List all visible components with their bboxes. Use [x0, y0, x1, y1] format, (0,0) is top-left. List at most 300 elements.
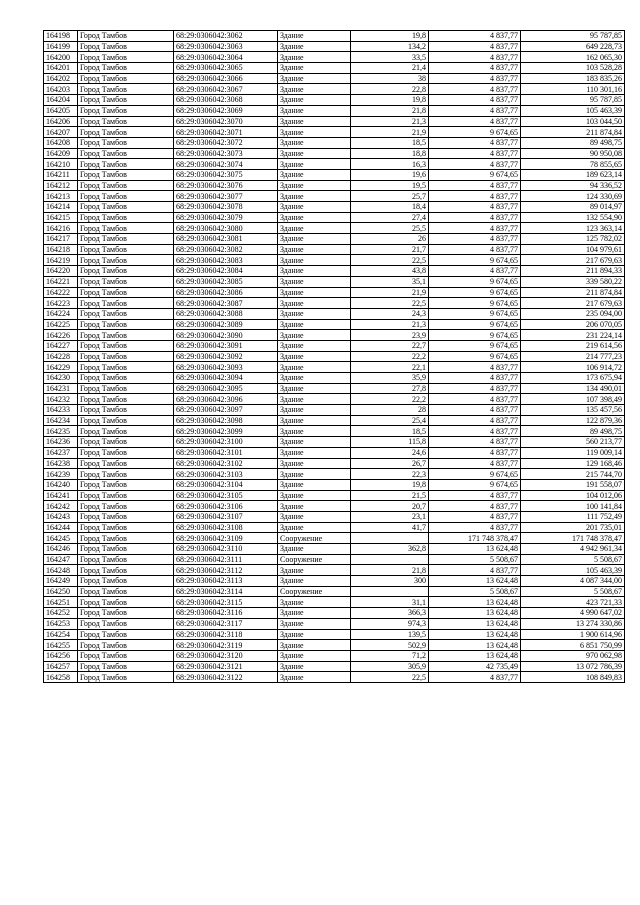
table-row: [44, 41, 625, 52]
table-row: [44, 405, 625, 416]
specific-value-cell: 4 837,77: [429, 84, 521, 95]
area-cell: 19,6: [351, 169, 429, 180]
cadastral-number-cell: 68:29:0306042:3072: [174, 137, 278, 148]
cadastral-number-cell: 68:29:0306042:3112: [174, 565, 278, 576]
table-row: [44, 415, 625, 426]
specific-value-cell: 13 624,48: [429, 608, 521, 619]
cadastral-value-cell: 171 748 378,47: [521, 533, 625, 544]
row-number-cell: 164217: [44, 234, 78, 245]
specific-value-cell: 4 837,77: [429, 116, 521, 127]
area-cell: 35,1: [351, 276, 429, 287]
object-type-cell: Здание: [278, 180, 351, 191]
area-cell: 18,4: [351, 202, 429, 213]
table-row: [44, 308, 625, 319]
object-type-cell: Здание: [278, 31, 351, 42]
row-number-cell: 164230: [44, 373, 78, 384]
cadastral-value-cell: 103 528,28: [521, 63, 625, 74]
cadastral-number-cell: 68:29:0306042:3076: [174, 180, 278, 191]
cadastral-number-cell: 68:29:0306042:3065: [174, 63, 278, 74]
object-type-cell: Здание: [278, 330, 351, 341]
specific-value-cell: 4 837,77: [429, 490, 521, 501]
cadastral-number-cell: 68:29:0306042:3087: [174, 298, 278, 309]
table-row: [44, 202, 625, 213]
cadastral-value-cell: 108 849,83: [521, 672, 625, 683]
cadastral-value-cell: 1 900 614,96: [521, 629, 625, 640]
row-number-cell: 164201: [44, 63, 78, 74]
specific-value-cell: 4 837,77: [429, 437, 521, 448]
cadastral-value-cell: 95 787,85: [521, 95, 625, 106]
cadastral-value-cell: 122 879,36: [521, 415, 625, 426]
locality-cell: Город Тамбов: [78, 608, 174, 619]
area-cell: 27,4: [351, 212, 429, 223]
table-row: [44, 586, 625, 597]
cadastral-value-cell: 105 463,39: [521, 565, 625, 576]
row-number-cell: 164252: [44, 608, 78, 619]
area-cell: 139,5: [351, 629, 429, 640]
locality-cell: Город Тамбов: [78, 576, 174, 587]
object-type-cell: Здание: [278, 511, 351, 522]
object-type-cell: Здание: [278, 608, 351, 619]
locality-cell: Город Тамбов: [78, 415, 174, 426]
specific-value-cell: 4 837,77: [429, 672, 521, 683]
table-row: [44, 276, 625, 287]
specific-value-cell: 13 624,48: [429, 650, 521, 661]
cadastral-value-cell: 4 942 961,34: [521, 544, 625, 555]
table-row: [44, 437, 625, 448]
row-number-cell: 164256: [44, 650, 78, 661]
object-type-cell: Здание: [278, 565, 351, 576]
area-cell: 22,3: [351, 469, 429, 480]
cadastral-value-cell: 104 979,61: [521, 244, 625, 255]
locality-cell: Город Тамбов: [78, 479, 174, 490]
specific-value-cell: 13 624,48: [429, 640, 521, 651]
locality-cell: Город Тамбов: [78, 544, 174, 555]
object-type-cell: Здание: [278, 629, 351, 640]
table-row: [44, 490, 625, 501]
cadastral-value-cell: 95 787,85: [521, 31, 625, 42]
specific-value-cell: 4 837,77: [429, 31, 521, 42]
cadastral-value-cell: 217 679,63: [521, 298, 625, 309]
row-number-cell: 164243: [44, 511, 78, 522]
cadastral-number-cell: 68:29:0306042:3080: [174, 223, 278, 234]
specific-value-cell: 4 837,77: [429, 405, 521, 416]
specific-value-cell: 4 837,77: [429, 447, 521, 458]
table-row: [44, 31, 625, 42]
row-number-cell: 164224: [44, 308, 78, 319]
cadastral-number-cell: 68:29:0306042:3117: [174, 618, 278, 629]
area-cell: 362,8: [351, 544, 429, 555]
locality-cell: Город Тамбов: [78, 234, 174, 245]
locality-cell: Город Тамбов: [78, 501, 174, 512]
area-cell: 300: [351, 576, 429, 587]
locality-cell: Город Тамбов: [78, 63, 174, 74]
row-number-cell: 164258: [44, 672, 78, 683]
specific-value-cell: 5 508,67: [429, 586, 521, 597]
specific-value-cell: 4 837,77: [429, 105, 521, 116]
cadastral-number-cell: 68:29:0306042:3078: [174, 202, 278, 213]
table-row: [44, 362, 625, 373]
object-type-cell: Здание: [278, 255, 351, 266]
table-row: [44, 522, 625, 533]
object-type-cell: Здание: [278, 148, 351, 159]
table-row: [44, 330, 625, 341]
table-row: [44, 287, 625, 298]
table-row: [44, 511, 625, 522]
area-cell: 366,3: [351, 608, 429, 619]
cadastral-number-cell: 68:29:0306042:3101: [174, 447, 278, 458]
table-row: [44, 137, 625, 148]
table-row: [44, 576, 625, 587]
cadastral-number-cell: 68:29:0306042:3073: [174, 148, 278, 159]
row-number-cell: 164220: [44, 266, 78, 277]
object-type-cell: Здание: [278, 672, 351, 683]
row-number-cell: 164221: [44, 276, 78, 287]
specific-value-cell: 4 837,77: [429, 266, 521, 277]
cadastral-value-cell: 6 851 750,99: [521, 640, 625, 651]
area-cell: 24,3: [351, 308, 429, 319]
object-type-cell: Сооружение: [278, 554, 351, 565]
cadastral-number-cell: 68:29:0306042:3067: [174, 84, 278, 95]
table-row: [44, 319, 625, 330]
locality-cell: Город Тамбов: [78, 661, 174, 672]
object-type-cell: Здание: [278, 234, 351, 245]
cadastral-value-cell: 94 336,52: [521, 180, 625, 191]
cadastral-value-cell: 217 679,63: [521, 255, 625, 266]
locality-cell: Город Тамбов: [78, 565, 174, 576]
row-number-cell: 164211: [44, 169, 78, 180]
object-type-cell: Здание: [278, 308, 351, 319]
locality-cell: Город Тамбов: [78, 629, 174, 640]
object-type-cell: Здание: [278, 212, 351, 223]
cadastral-value-cell: 100 141,84: [521, 501, 625, 512]
cadastral-number-cell: 68:29:0306042:3081: [174, 234, 278, 245]
row-number-cell: 164233: [44, 405, 78, 416]
cadastral-value-cell: 211 894,33: [521, 266, 625, 277]
specific-value-cell: 4 837,77: [429, 63, 521, 74]
object-type-cell: Здание: [278, 73, 351, 84]
object-type-cell: Здание: [278, 544, 351, 555]
object-type-cell: Здание: [278, 276, 351, 287]
table-row: [44, 426, 625, 437]
cadastral-number-cell: 68:29:0306042:3096: [174, 394, 278, 405]
locality-cell: Город Тамбов: [78, 287, 174, 298]
locality-cell: Город Тамбов: [78, 394, 174, 405]
area-cell: 41,7: [351, 522, 429, 533]
specific-value-cell: 9 674,65: [429, 287, 521, 298]
locality-cell: Город Тамбов: [78, 586, 174, 597]
row-number-cell: 164229: [44, 362, 78, 373]
cadastral-value-cell: 4 087 344,00: [521, 576, 625, 587]
cadastral-value-cell: 219 614,56: [521, 340, 625, 351]
cadastral-number-cell: 68:29:0306042:3104: [174, 479, 278, 490]
specific-value-cell: 4 837,77: [429, 159, 521, 170]
area-cell: 24,6: [351, 447, 429, 458]
row-number-cell: 164232: [44, 394, 78, 405]
cadastral-number-cell: 68:29:0306042:3070: [174, 116, 278, 127]
specific-value-cell: 4 837,77: [429, 52, 521, 63]
row-number-cell: 164210: [44, 159, 78, 170]
specific-value-cell: 13 624,48: [429, 597, 521, 608]
table-row: [44, 191, 625, 202]
cadastral-value-cell: 211 874,84: [521, 287, 625, 298]
cadastral-value-cell: 5 508,67: [521, 586, 625, 597]
area-cell: 502,9: [351, 640, 429, 651]
cadastral-value-table: [43, 30, 625, 683]
object-type-cell: Здание: [278, 640, 351, 651]
object-type-cell: Здание: [278, 266, 351, 277]
cadastral-value-cell: 189 623,14: [521, 169, 625, 180]
object-type-cell: Здание: [278, 362, 351, 373]
object-type-cell: Сооружение: [278, 586, 351, 597]
locality-cell: Город Тамбов: [78, 116, 174, 127]
row-number-cell: 164215: [44, 212, 78, 223]
area-cell: 115,8: [351, 437, 429, 448]
area-cell: 974,3: [351, 618, 429, 629]
area-cell: 71,2: [351, 650, 429, 661]
cadastral-value-cell: 106 914,72: [521, 362, 625, 373]
locality-cell: Город Тамбов: [78, 426, 174, 437]
row-number-cell: 164209: [44, 148, 78, 159]
table-row: [44, 533, 625, 544]
cadastral-value-cell: 235 094,00: [521, 308, 625, 319]
row-number-cell: 164240: [44, 479, 78, 490]
locality-cell: Город Тамбов: [78, 127, 174, 138]
specific-value-cell: 4 837,77: [429, 148, 521, 159]
cadastral-value-cell: 214 777,23: [521, 351, 625, 362]
area-cell: 16,3: [351, 159, 429, 170]
row-number-cell: 164239: [44, 469, 78, 480]
area-cell: 26: [351, 234, 429, 245]
area-cell: 21,8: [351, 565, 429, 576]
area-cell: [351, 586, 429, 597]
specific-value-cell: 13 624,48: [429, 629, 521, 640]
table-row: [44, 608, 625, 619]
locality-cell: Город Тамбов: [78, 137, 174, 148]
area-cell: 21,9: [351, 287, 429, 298]
locality-cell: Город Тамбов: [78, 52, 174, 63]
locality-cell: Город Тамбов: [78, 148, 174, 159]
locality-cell: Город Тамбов: [78, 223, 174, 234]
locality-cell: Город Тамбов: [78, 340, 174, 351]
table-row: [44, 447, 625, 458]
area-cell: 21,5: [351, 490, 429, 501]
area-cell: 38: [351, 73, 429, 84]
locality-cell: Город Тамбов: [78, 105, 174, 116]
locality-cell: Город Тамбов: [78, 650, 174, 661]
specific-value-cell: 4 837,77: [429, 41, 521, 52]
table-row: [44, 544, 625, 555]
specific-value-cell: 42 735,49: [429, 661, 521, 672]
row-number-cell: 164253: [44, 618, 78, 629]
object-type-cell: Здание: [278, 159, 351, 170]
table-row: [44, 298, 625, 309]
cadastral-number-cell: 68:29:0306042:3114: [174, 586, 278, 597]
cadastral-value-cell: 206 070,05: [521, 319, 625, 330]
object-type-cell: Здание: [278, 351, 351, 362]
specific-value-cell: 4 837,77: [429, 383, 521, 394]
specific-value-cell: 4 837,77: [429, 244, 521, 255]
locality-cell: Город Тамбов: [78, 41, 174, 52]
specific-value-cell: 9 674,65: [429, 330, 521, 341]
table-row: [44, 95, 625, 106]
locality-cell: Город Тамбов: [78, 351, 174, 362]
cadastral-value-cell: 339 580,22: [521, 276, 625, 287]
area-cell: 22,5: [351, 672, 429, 683]
table-row: [44, 618, 625, 629]
row-number-cell: 164208: [44, 137, 78, 148]
cadastral-number-cell: 68:29:0306042:3105: [174, 490, 278, 501]
cadastral-value-cell: 162 065,30: [521, 52, 625, 63]
locality-cell: Город Тамбов: [78, 672, 174, 683]
area-cell: 18,8: [351, 148, 429, 159]
specific-value-cell: 4 837,77: [429, 212, 521, 223]
object-type-cell: Здание: [278, 127, 351, 138]
specific-value-cell: 4 837,77: [429, 522, 521, 533]
specific-value-cell: 4 837,77: [429, 565, 521, 576]
area-cell: 21,9: [351, 127, 429, 138]
specific-value-cell: 4 837,77: [429, 426, 521, 437]
table-row: [44, 383, 625, 394]
area-cell: 25,5: [351, 223, 429, 234]
cadastral-number-cell: 68:29:0306042:3083: [174, 255, 278, 266]
specific-value-cell: 13 624,48: [429, 576, 521, 587]
specific-value-cell: 9 674,65: [429, 351, 521, 362]
cadastral-number-cell: 68:29:0306042:3091: [174, 340, 278, 351]
cadastral-number-cell: 68:29:0306042:3069: [174, 105, 278, 116]
cadastral-number-cell: 68:29:0306042:3111: [174, 554, 278, 565]
cadastral-value-cell: 111 752,49: [521, 511, 625, 522]
object-type-cell: Здание: [278, 191, 351, 202]
specific-value-cell: 4 837,77: [429, 458, 521, 469]
specific-value-cell: 4 837,77: [429, 180, 521, 191]
cadastral-value-cell: 89 498,75: [521, 137, 625, 148]
locality-cell: Город Тамбов: [78, 202, 174, 213]
table-row: [44, 212, 625, 223]
area-cell: 22,2: [351, 351, 429, 362]
cadastral-value-cell: 110 301,16: [521, 84, 625, 95]
cadastral-value-cell: 970 062,98: [521, 650, 625, 661]
row-number-cell: 164206: [44, 116, 78, 127]
cadastral-value-cell: 89 014,97: [521, 202, 625, 213]
specific-value-cell: 9 674,65: [429, 469, 521, 480]
object-type-cell: Здание: [278, 169, 351, 180]
object-type-cell: Здание: [278, 202, 351, 213]
locality-cell: Город Тамбов: [78, 597, 174, 608]
cadastral-number-cell: 68:29:0306042:3093: [174, 362, 278, 373]
locality-cell: Город Тамбов: [78, 383, 174, 394]
cadastral-value-cell: 191 558,07: [521, 479, 625, 490]
document-page: [43, 30, 624, 683]
locality-cell: Город Тамбов: [78, 490, 174, 501]
locality-cell: Город Тамбов: [78, 458, 174, 469]
area-cell: 22,5: [351, 298, 429, 309]
locality-cell: Город Тамбов: [78, 319, 174, 330]
specific-value-cell: 13 624,48: [429, 544, 521, 555]
row-number-cell: 164199: [44, 41, 78, 52]
cadastral-value-cell: 4 990 647,02: [521, 608, 625, 619]
area-cell: 25,4: [351, 415, 429, 426]
object-type-cell: Здание: [278, 522, 351, 533]
cadastral-number-cell: 68:29:0306042:3063: [174, 41, 278, 52]
object-type-cell: Здание: [278, 405, 351, 416]
locality-cell: Город Тамбов: [78, 159, 174, 170]
specific-value-cell: 9 674,65: [429, 127, 521, 138]
area-cell: 35,9: [351, 373, 429, 384]
cadastral-number-cell: 68:29:0306042:3075: [174, 169, 278, 180]
cadastral-number-cell: 68:29:0306042:3062: [174, 31, 278, 42]
cadastral-value-cell: 90 950,08: [521, 148, 625, 159]
area-cell: 21,8: [351, 105, 429, 116]
row-number-cell: 164235: [44, 426, 78, 437]
cadastral-number-cell: 68:29:0306042:3086: [174, 287, 278, 298]
object-type-cell: Здание: [278, 52, 351, 63]
area-cell: 33,5: [351, 52, 429, 63]
row-number-cell: 164219: [44, 255, 78, 266]
row-number-cell: 164227: [44, 340, 78, 351]
cadastral-number-cell: 68:29:0306042:3071: [174, 127, 278, 138]
locality-cell: Город Тамбов: [78, 191, 174, 202]
area-cell: 22,5: [351, 255, 429, 266]
cadastral-value-cell: 78 855,65: [521, 159, 625, 170]
locality-cell: Город Тамбов: [78, 533, 174, 544]
table-row: [44, 340, 625, 351]
specific-value-cell: 9 674,65: [429, 319, 521, 330]
row-number-cell: 164248: [44, 565, 78, 576]
cadastral-value-cell: 13 274 330,86: [521, 618, 625, 629]
cadastral-value-cell: 132 554,90: [521, 212, 625, 223]
table-row: [44, 373, 625, 384]
locality-cell: Город Тамбов: [78, 308, 174, 319]
object-type-cell: Здание: [278, 84, 351, 95]
locality-cell: Город Тамбов: [78, 244, 174, 255]
object-type-cell: Здание: [278, 597, 351, 608]
cadastral-number-cell: 68:29:0306042:3079: [174, 212, 278, 223]
locality-cell: Город Тамбов: [78, 522, 174, 533]
cadastral-number-cell: 68:29:0306042:3107: [174, 511, 278, 522]
specific-value-cell: 9 674,65: [429, 479, 521, 490]
cadastral-number-cell: 68:29:0306042:3119: [174, 640, 278, 651]
row-number-cell: 164213: [44, 191, 78, 202]
object-type-cell: Здание: [278, 661, 351, 672]
object-type-cell: Здание: [278, 223, 351, 234]
area-cell: 23,9: [351, 330, 429, 341]
cadastral-value-cell: 5 508,67: [521, 554, 625, 565]
object-type-cell: Здание: [278, 63, 351, 74]
cadastral-number-cell: 68:29:0306042:3082: [174, 244, 278, 255]
cadastral-number-cell: 68:29:0306042:3116: [174, 608, 278, 619]
cadastral-value-cell: 123 363,14: [521, 223, 625, 234]
specific-value-cell: 4 837,77: [429, 362, 521, 373]
cadastral-value-cell: 119 009,14: [521, 447, 625, 458]
cadastral-value-cell: 104 012,06: [521, 490, 625, 501]
cadastral-number-cell: 68:29:0306042:3102: [174, 458, 278, 469]
specific-value-cell: 4 837,77: [429, 137, 521, 148]
specific-value-cell: 9 674,65: [429, 298, 521, 309]
cadastral-number-cell: 68:29:0306042:3100: [174, 437, 278, 448]
table-row: [44, 180, 625, 191]
table-row: [44, 127, 625, 138]
row-number-cell: 164225: [44, 319, 78, 330]
object-type-cell: Здание: [278, 137, 351, 148]
cadastral-value-cell: 183 835,26: [521, 73, 625, 84]
locality-cell: Город Тамбов: [78, 84, 174, 95]
locality-cell: Город Тамбов: [78, 554, 174, 565]
area-cell: 134,2: [351, 41, 429, 52]
cadastral-number-cell: 68:29:0306042:3115: [174, 597, 278, 608]
area-cell: 18,5: [351, 426, 429, 437]
row-number-cell: 164207: [44, 127, 78, 138]
object-type-cell: Здание: [278, 41, 351, 52]
